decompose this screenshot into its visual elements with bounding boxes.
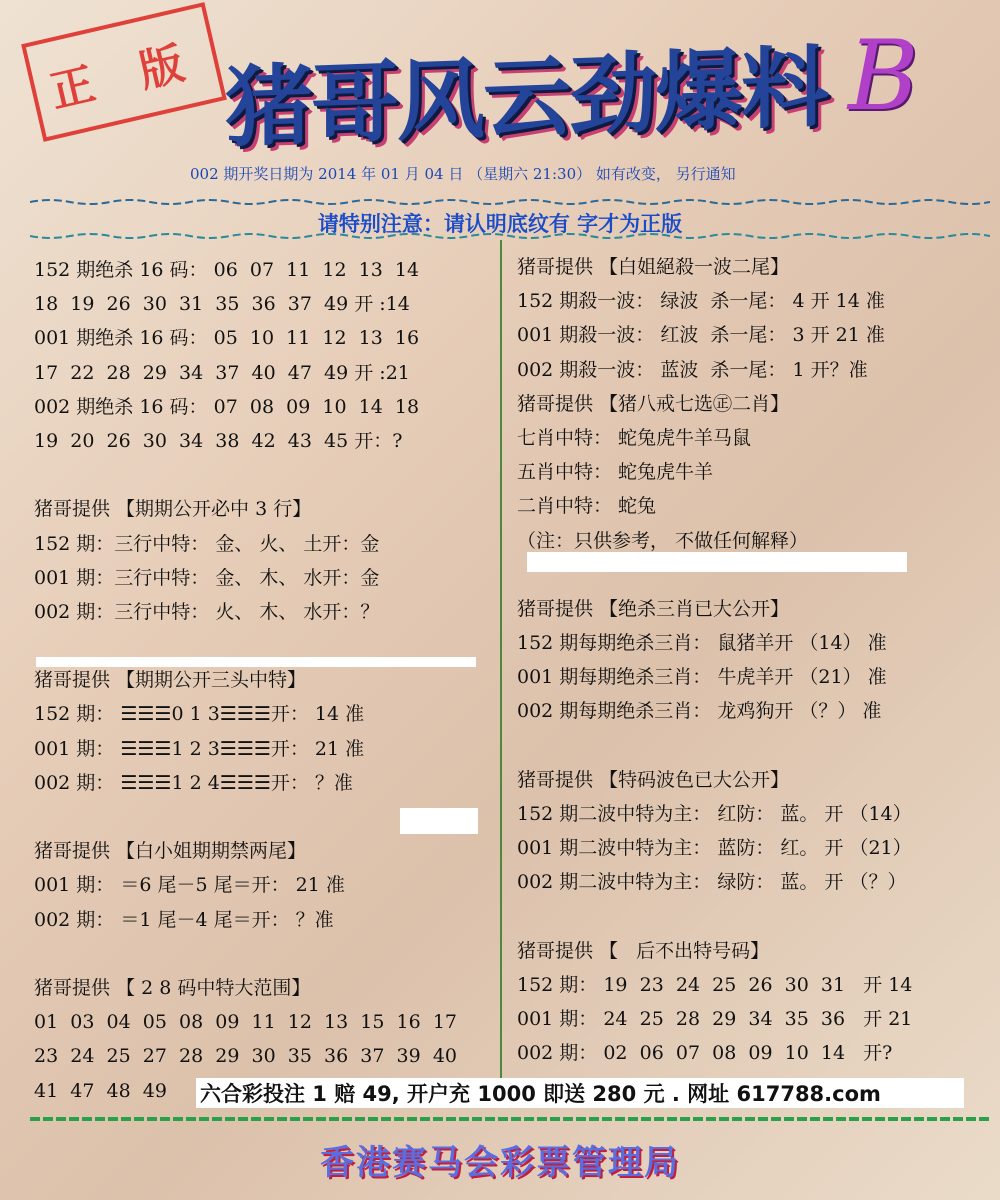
authenticity-notice: 请特别注意：请认明底纹有 字才为正版 [317, 212, 683, 236]
right-row: 152 期二波中特为主： 红防： 蓝。 开 （14） [517, 803, 912, 825]
draw-date-notice: 002 期开奖日期为 2014 年 01 月 04 日 （星期六 21:30） 如有改变， 另行通知 [190, 165, 736, 183]
left-row: 001 期： ☰☰☰1 2 3☰☰☰开： 21 准 [34, 737, 365, 760]
left-row: 23 24 25 27 28 29 30 35 36 37 39 40 [34, 1045, 457, 1068]
wave-divider-top [30, 198, 990, 206]
edition-letter: B [848, 20, 919, 132]
page-title: 猪哥风云劲爆料 [225, 35, 828, 160]
left-row: 01 03 04 05 08 09 11 12 13 15 16 17 [34, 1011, 457, 1034]
column-divider [500, 240, 502, 1100]
right-row: 猪哥提供 【白姐絕殺一波二尾】 [517, 256, 790, 278]
left-column [34, 253, 494, 1108]
right-row: 猪哥提供 【特码波色已大公开】 [517, 768, 790, 791]
right-row: 001 期殺一波： 红波 杀一尾： 3 开 21 准 [517, 324, 885, 347]
wave-divider-bottom [30, 232, 990, 240]
redaction-box [527, 552, 907, 572]
left-row: 002 期： ☰☰☰1 2 4☰☰☰开： ？准 [34, 771, 353, 794]
redaction-box [400, 808, 478, 834]
left-row: 152 期绝杀 16 码： 06 07 11 12 13 14 [34, 259, 420, 281]
left-row: 17 22 28 29 34 37 40 47 49 开 :21 [34, 361, 410, 384]
redaction-box [36, 657, 476, 667]
right-row [517, 729, 987, 763]
left-row: 18 19 26 30 31 35 36 37 49 开 :14 [34, 293, 410, 316]
left-row: 002 期绝杀 16 码： 07 08 09 10 14 18 [34, 395, 420, 418]
right-row: 002 期： 02 06 07 08 09 10 14 开? [517, 1042, 893, 1065]
footer-divider [30, 1114, 990, 1124]
stamp-text: 正 版 [45, 34, 205, 119]
right-row: 002 期殺一波： 蓝波 杀一尾： 1 开？准 [517, 358, 868, 381]
left-row [34, 458, 494, 492]
right-row: 二肖中特： 蛇兔 [517, 495, 657, 518]
left-row: 152 期：三行中特： 金、 火、 土开：金 [34, 532, 380, 555]
left-row: 41 47 48 49 [34, 1079, 167, 1102]
left-row: 001 期： ＝6 尾－5 尾＝开： 21 准 [34, 874, 345, 897]
right-row: 001 期每期绝杀三肖： 牛虎羊开 （21） 准 [517, 666, 887, 689]
left-row: 猪哥提供 【期期公开三头中特】 [34, 669, 307, 692]
left-row: 猪哥提供 【白小姐期期禁两尾】 [34, 840, 307, 863]
right-row: 猪哥提供 【 后不出特号码】 [517, 939, 770, 962]
right-row: 猪哥提供 【猪八戒七选㊣二肖】 [517, 392, 790, 415]
right-column [517, 250, 987, 1071]
right-row: 五肖中特： 蛇兔虎牛羊 [517, 461, 714, 484]
right-row: 七肖中特： 蛇兔虎牛羊马鼠 [517, 426, 752, 449]
right-row: 001 期： 24 25 28 29 34 35 36 开 21 [517, 1008, 913, 1031]
left-row: 002 期： ＝1 尾－4 尾＝开： ？准 [34, 908, 334, 931]
left-row: 001 期绝杀 16 码： 05 10 11 12 13 16 [34, 327, 420, 350]
right-row: 152 期每期绝杀三肖： 鼠猪羊开 （14） 准 [517, 632, 887, 655]
left-row: 152 期： ☰☰☰0 1 3☰☰☰开： 14 准 [34, 703, 365, 726]
left-row: 001 期：三行中特： 金、 木、 水开：金 [34, 566, 380, 589]
right-row: （注：只供参考， 不做任何解释） [517, 529, 809, 552]
right-row: 猪哥提供 【绝杀三肖已大公开】 [517, 597, 790, 620]
footer-organization: 香港赛马会彩票管理局 [320, 1143, 680, 1183]
left-row: 002 期：三行中特： 火、 木、 水开：？ [34, 600, 380, 623]
left-row [34, 937, 494, 971]
right-row: 152 期： 19 23 24 25 26 30 31 开 14 [517, 973, 913, 996]
right-row: 152 期殺一波： 绿波 杀一尾： 4 开 14 准 [517, 290, 885, 313]
left-row: 猪哥提供 【 2 8 码中特大范围】 [34, 976, 311, 999]
advertisement-banner: 六合彩投注 1 赔 49, 开户充 1000 即送 280 元 . 网址 617788.com [196, 1078, 964, 1108]
right-row: 002 期二波中特为主： 绿防： 蓝。 开 （？） [517, 871, 907, 894]
authentic-stamp [21, 2, 227, 142]
right-row: 002 期每期绝杀三肖： 龙鸡狗开 （？） 准 [517, 700, 882, 723]
left-row: 猪哥提供 【期期公开必中 3 行】 [34, 498, 312, 521]
left-row: 19 20 26 30 34 38 42 43 45 开：? [34, 429, 403, 452]
right-row: 001 期二波中特为主： 蓝防： 红。 开 （21） [517, 837, 912, 860]
right-row [517, 900, 987, 934]
